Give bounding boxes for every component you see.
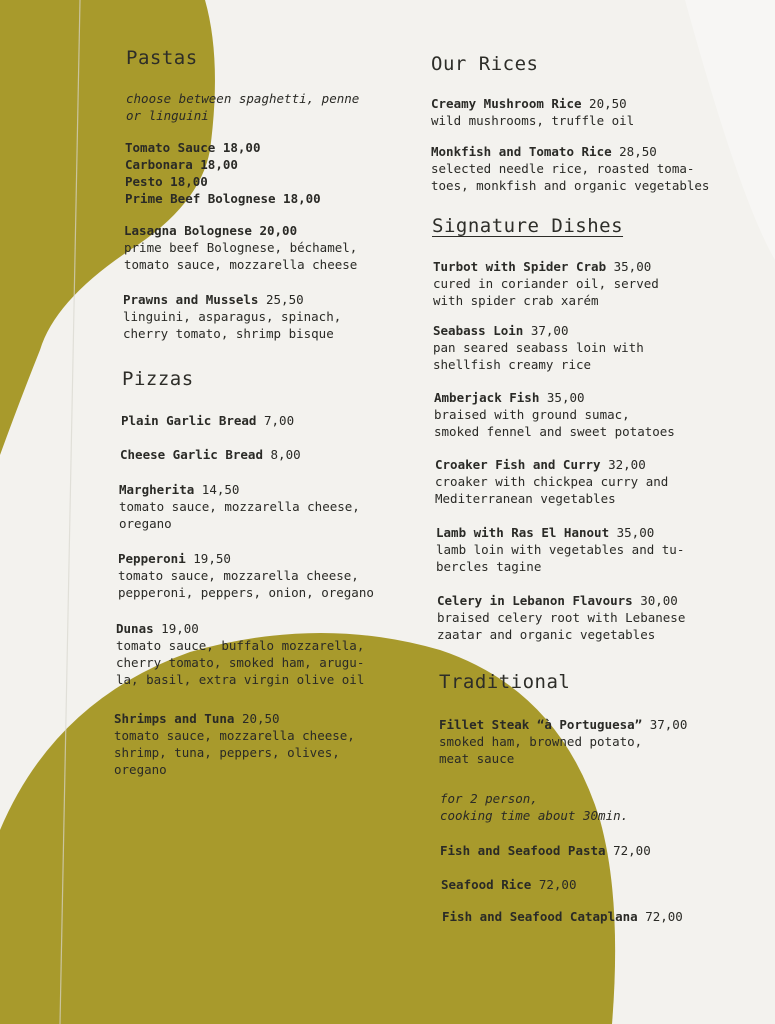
dish-price: 14,50 — [201, 482, 240, 497]
menu-item — [440, 842, 651, 859]
dish-description: pepperoni, peppers, onion, oregano — [118, 585, 374, 600]
dish-price: 20,50 — [589, 96, 627, 111]
dish-name: Seabass Loin — [433, 323, 524, 338]
dish-name: Fillet Steak “à Portuguesa” — [439, 717, 643, 732]
dish-name: Fish and Seafood Cataplana — [442, 909, 638, 924]
dish-price: 30,00 — [640, 593, 678, 608]
dish-description: meat sauce — [439, 751, 515, 766]
dish-description: wild mushrooms, truffle oil — [431, 113, 635, 128]
dish-description: tomato sauce, mozzarella cheese, — [119, 499, 360, 514]
dish-name: Prawns and Mussels — [123, 292, 259, 307]
pastas-note-line: choose between spaghetti, penne — [126, 91, 360, 106]
dish-name: Pepperoni — [118, 551, 186, 566]
dish-description: smoked ham, browned potato, — [439, 734, 643, 749]
dish-name: Pesto — [125, 174, 163, 189]
dish-description: oregano — [114, 762, 167, 777]
dish-description: la, basil, extra virgin olive oil — [116, 672, 365, 687]
dish-description: prime beef Bolognese, béchamel, — [124, 240, 358, 255]
dish-description: tomato sauce, mozzarella cheese, — [118, 568, 359, 583]
pastas-title: Pastas — [126, 47, 198, 69]
menu-item — [125, 190, 321, 207]
dish-name: Celery in Lebanon Flavours — [437, 593, 633, 608]
menu-item — [120, 446, 301, 463]
menu-item — [439, 716, 687, 767]
dish-name: Dunas — [116, 621, 154, 636]
dish-price: 20,00 — [259, 223, 298, 238]
dish-description: lamb loin with vegetables and tu- — [436, 542, 685, 557]
dish-name: Carbonara — [125, 157, 193, 172]
menu-item — [125, 156, 238, 173]
dish-description: Mediterranean vegetables — [435, 491, 616, 506]
menu-item — [431, 95, 634, 129]
dish-name: Plain Garlic Bread — [121, 413, 257, 428]
dish-price: 37,00 — [649, 717, 688, 732]
dish-price: 72,00 — [613, 843, 651, 858]
menu-item — [125, 139, 260, 156]
dish-description: croaker with chickpea curry and — [435, 474, 669, 489]
dish-name: Fish and Seafood Pasta — [440, 843, 606, 858]
dish-name: Monkfish and Tomato Rice — [431, 144, 612, 159]
dish-description: braised with ground sumac, — [434, 407, 630, 422]
dish-price: 72,00 — [645, 909, 683, 924]
dish-name: Lasagna Bolognese — [124, 223, 252, 238]
dish-description: toes, monkfish and organic vegetables — [431, 178, 710, 193]
dish-description: cured in coriander oil, served — [433, 276, 659, 291]
dish-price: 18,00 — [283, 191, 321, 206]
dish-name: Seafood Rice — [441, 877, 532, 892]
menu-item — [119, 481, 360, 532]
menu-item — [442, 908, 683, 925]
dish-description: with spider crab xarém — [433, 293, 599, 308]
menu-item — [114, 710, 355, 778]
dish-description: cherry tomato, smoked ham, arugu- — [116, 655, 365, 670]
pizzas-title: Pizzas — [122, 368, 194, 390]
dish-description: shrimp, tuna, peppers, olives, — [114, 745, 340, 760]
dish-description: pan seared seabass loin with — [433, 340, 644, 355]
dish-price: 18,00 — [170, 174, 208, 189]
dish-price: 20,50 — [241, 711, 280, 726]
menu-item — [436, 524, 684, 575]
dish-price: 37,00 — [530, 323, 569, 338]
signature-title: Signature Dishes — [432, 215, 624, 237]
dish-price: 18,00 — [200, 157, 238, 172]
dish-name: Tomato Sauce — [125, 140, 216, 155]
dish-name: Amberjack Fish — [434, 390, 540, 405]
dish-description: oregano — [119, 516, 172, 531]
dish-name: Croaker Fish and Curry — [435, 457, 601, 472]
dish-price: 19,50 — [193, 551, 231, 566]
menu-item — [116, 620, 364, 688]
dish-description: tomato sauce, mozzarella cheese, — [114, 728, 355, 743]
dish-name: Creamy Mushroom Rice — [431, 96, 582, 111]
dish-description: cherry tomato, shrimp bisque — [123, 326, 334, 341]
dish-description: shellfish creamy rice — [433, 357, 592, 372]
menu-item — [437, 592, 685, 643]
menu-item — [441, 876, 576, 893]
rices-title: Our Rices — [431, 53, 539, 75]
dish-price: 35,00 — [613, 259, 652, 274]
menu-item — [124, 222, 357, 273]
dish-description: tomato sauce, mozzarella cheese — [124, 257, 358, 272]
traditional-note-line: cooking time about 30min. — [440, 808, 629, 823]
dish-description: braised celery root with Lebanese — [437, 610, 686, 625]
dish-price: 35,00 — [616, 525, 655, 540]
dish-description: tomato sauce, buffalo mozzarella, — [116, 638, 365, 653]
dish-price: 19,00 — [161, 621, 199, 636]
dish-description: smoked fennel and sweet potatoes — [434, 424, 675, 439]
dish-description: bercles tagine — [436, 559, 542, 574]
dish-price: 72,00 — [538, 877, 577, 892]
menu-item — [431, 143, 709, 194]
menu-item — [435, 456, 668, 507]
menu-item — [433, 322, 644, 373]
menu-item — [118, 550, 374, 601]
dish-name: Margherita — [119, 482, 195, 497]
dish-description: selected needle rice, roasted toma- — [431, 161, 695, 176]
dish-name: Prime Beef Bolognese — [125, 191, 276, 206]
dish-price: 7,00 — [264, 413, 295, 428]
dish-price: 32,00 — [608, 457, 646, 472]
traditional-title: Traditional — [439, 671, 571, 693]
dish-name: Cheese Garlic Bread — [120, 447, 263, 462]
menu-item — [433, 258, 659, 309]
dish-price: 8,00 — [270, 447, 301, 462]
dish-description: zaatar and organic vegetables — [437, 627, 656, 642]
dish-name: Lamb with Ras El Hanout — [436, 525, 610, 540]
pastas-note-line: or linguini — [126, 108, 209, 123]
menu-item — [123, 291, 341, 342]
dish-price: 35,00 — [546, 390, 585, 405]
dish-price: 25,50 — [266, 292, 304, 307]
dish-name: Shrimps and Tuna — [114, 711, 235, 726]
traditional-note-line: for 2 person, — [440, 791, 538, 806]
dish-name: Turbot with Spider Crab — [433, 259, 607, 274]
dish-description: linguini, asparagus, spinach, — [123, 309, 342, 324]
menu-item — [125, 173, 208, 190]
menu-item — [434, 389, 675, 440]
dish-price: 28,50 — [619, 144, 657, 159]
dish-price: 18,00 — [222, 140, 261, 155]
menu-item — [121, 412, 294, 429]
